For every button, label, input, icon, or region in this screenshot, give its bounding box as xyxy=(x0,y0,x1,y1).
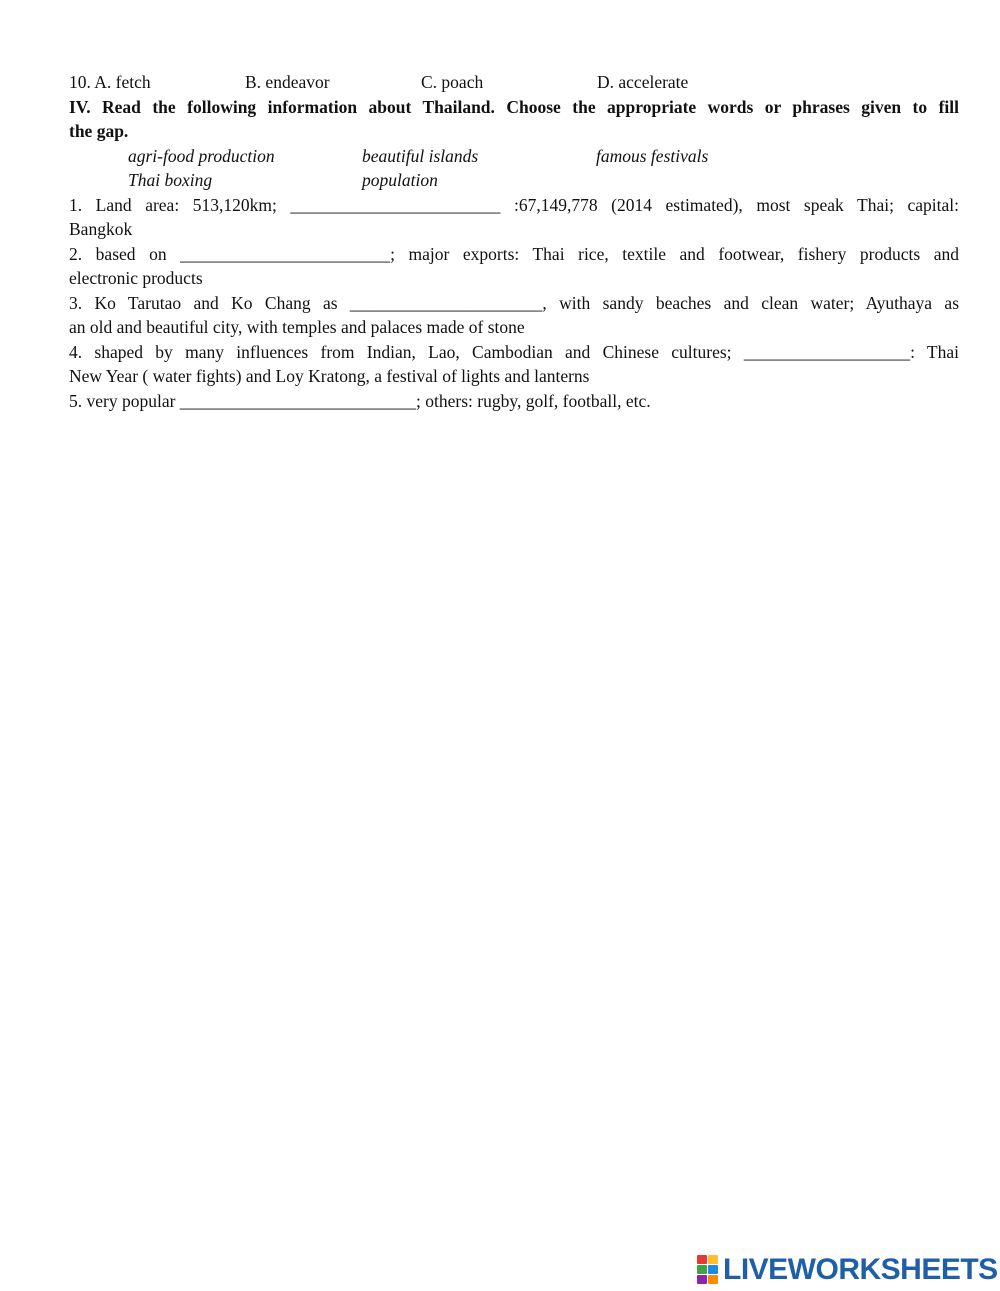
q10-option-c: C. poach xyxy=(421,72,484,92)
word-bank-item: Thai boxing xyxy=(128,170,213,190)
word-bank-item: population xyxy=(362,170,438,190)
word-bank-item: beautiful islands xyxy=(362,145,479,166)
item-text: 2. based on ________________________; major exports: Thai rice, textile and footwear, fishery products and xyxy=(69,243,959,264)
word-bank-item: agri-food production xyxy=(128,145,275,166)
liveworksheets-logo xyxy=(697,1252,998,1288)
section-heading: IV. Read the following information about Thailand. Choose the appropriate words or phrases given to fill xyxy=(69,96,959,117)
gap-fill-item-2 xyxy=(69,242,959,291)
q10-option-b: B. endeavor xyxy=(245,72,330,92)
gap-fill-item-5 xyxy=(69,389,959,414)
item-text-continued: Bangkok xyxy=(69,219,133,239)
word-bank-row-1 xyxy=(69,144,959,169)
gap-fill-item-4 xyxy=(69,340,959,389)
worksheet-page xyxy=(69,70,959,413)
section-heading-continued: the gap. xyxy=(69,121,129,141)
gap-fill-item-1 xyxy=(69,193,959,242)
word-bank-row-2 xyxy=(69,168,959,193)
item-text-continued: New Year ( water fights) and Loy Kratong, a festival of lights and lanterns xyxy=(69,366,590,386)
word-bank-item: famous festivals xyxy=(596,145,709,166)
logo-text: LIVEWORKSHEETS xyxy=(723,1253,998,1286)
item-text: 3. Ko Tarutao and Ko Chang as ______________________, with sandy beaches and clean water; Ayuthaya as xyxy=(69,292,959,313)
q10-option-a: 10. A. fetch xyxy=(69,72,151,92)
liveworksheets-logo-icon xyxy=(697,1255,719,1285)
item-text-continued: an old and beautiful city, with temples and palaces made of stone xyxy=(69,317,525,337)
item-text: 1. Land area: 513,120km; ________________________ :67,149,778 (2014 estimated), most speak Thai; capital: xyxy=(69,194,959,215)
q10-option-d: D. accelerate xyxy=(597,72,689,92)
question-10 xyxy=(69,70,959,95)
item-text: 5. very popular ___________________________; others: rugby, golf, football, etc. xyxy=(69,390,651,411)
gap-fill-item-3 xyxy=(69,291,959,340)
item-text: 4. shaped by many influences from Indian, Lao, Cambodian and Chinese cultures; ___________________: Thai xyxy=(69,341,959,362)
item-text-continued: electronic products xyxy=(69,268,203,288)
